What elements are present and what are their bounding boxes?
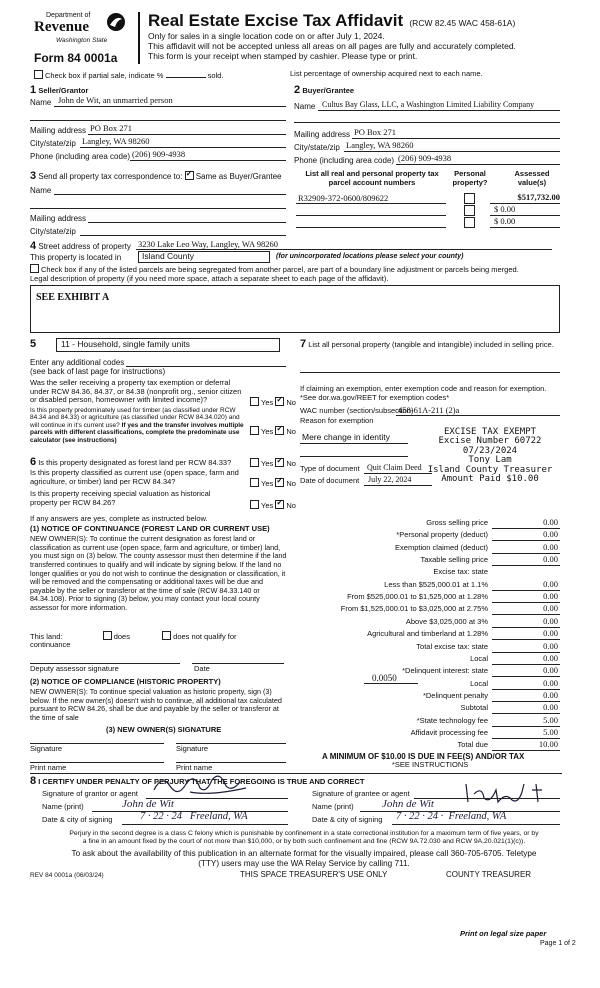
tax-row-value[interactable]: 0.00: [543, 653, 558, 663]
tax-row-value[interactable]: 5.00: [543, 715, 558, 725]
q2-answers: Yes ✓ No: [250, 426, 296, 437]
excise-exempt-stamp: [420, 428, 560, 485]
header-divider: [138, 12, 140, 64]
parcel-col-header: List all real and personal property tax parcel account numbers: [305, 169, 439, 187]
forest-question: 6 Is this property designated as forest land per RCW 84.33?: [30, 456, 232, 468]
tax-row-label: *Delinquent penalty: [422, 691, 488, 700]
grantee-sig-label: Signature of grantee or agent: [312, 789, 410, 798]
forest-yes-checkbox[interactable]: [250, 458, 259, 467]
use-code-value: 11 - Household, single family units: [61, 339, 190, 349]
seller-phone-label: Phone (including area code): [30, 152, 131, 161]
buyer-phone[interactable]: (206) 909-4938: [398, 153, 452, 163]
header-line-1: Only for sales in a single location code on or after July 1, 2024.: [148, 31, 385, 41]
stamp-line-2: Excise Number 60722: [438, 436, 542, 447]
doc-type-label: Type of document: [300, 464, 360, 473]
q2-yes-checkbox[interactable]: [250, 426, 259, 435]
q2-no-checkbox[interactable]: [275, 426, 284, 435]
tax-row-underline: [492, 639, 560, 640]
q1-yes-checkbox[interactable]: [250, 397, 259, 406]
tax-row-label: Local: [470, 679, 488, 688]
this-land-row: This land: does does not qualify for: [30, 632, 237, 641]
timber-question: Is this property predominately used for timber (as classified under RCW 84.34 and 84.33) or agriculture (as classified under RCW 84.34.020) and will continue in it's current use? If yes and the transfer involves multiple parcels with different classifications, complete the predominate use calculator (see instructions): [30, 407, 244, 444]
tax-row-label: Excise tax: state: [433, 567, 488, 576]
see-instructions: *SEE INSTRUCTIONS: [392, 760, 469, 769]
tax-row-label: Above $3,025,000 at 3%: [405, 617, 488, 626]
personal-col-header: Personal property?: [452, 169, 488, 187]
certify-text: 8 I CERTIFY UNDER PENALTY OF PERJURY THAT THE FOREGOING IS TRUE AND CORRECT: [30, 775, 365, 787]
perjury-line-1: Perjury in the second degree is a class C felony which is punishable by confinement in a state correctional institution for a maximum term of five years, or by: [69, 830, 539, 837]
buyer-city-label: City/state/zip: [294, 143, 340, 152]
segregated-checkbox[interactable]: [30, 264, 39, 273]
historic-yes-checkbox[interactable]: [250, 500, 259, 509]
tax-row-value[interactable]: 0.00: [543, 702, 558, 712]
treasurer-use-label: THIS SPACE TREASURER'S USE ONLY: [240, 870, 388, 879]
stamp-line-5: Island County Treasurer: [427, 464, 553, 475]
grantor-name-label: Name (print): [42, 802, 84, 811]
current-use-answers: Yes ✓ No: [250, 478, 296, 489]
unincorp-note: (for unincorporated locations please select your county): [276, 253, 464, 260]
stamp-line-1: EXCISE TAX EXEMPT: [443, 427, 537, 437]
forest-answers: Yes ✓ No: [250, 458, 296, 469]
tax-row-underline: [492, 676, 560, 677]
buyer-city[interactable]: Langley, WA 98260: [346, 140, 414, 150]
same-as-buyer-label: Same as Buyer/Grantee: [195, 172, 282, 181]
buyer-heading: 2 Buyer/Grantee: [294, 84, 355, 96]
tax-row-value[interactable]: 0.00: [543, 579, 558, 589]
correspondence-text: Send all property tax correspondence to:: [38, 172, 183, 181]
tax-row-value[interactable]: 0.00: [543, 542, 558, 552]
dept-label: Department of: [46, 12, 91, 19]
dor-logo: [34, 12, 134, 48]
street-row: 4 Street address of property: [30, 240, 131, 252]
header-line-3: This form is your receipt when stamped by cashier. Please type or print.: [148, 51, 418, 61]
legal-description: SEE EXHIBIT A: [36, 292, 110, 303]
notice-continuance-text: NEW OWNER(S): To continue the current designation as forest land or classification as current use (open space, farm and agriculture, or timber) land, you must sign on (3) below. The county assessor must then determine if the land transferred continues to qualify and will indicate by signing below. If the land no longer qualifies or you do not wish to continue the designation or classification, it will be removed and the compensating or additional taxes will be due and payable by the seller or transferor at the time of sale (RCW 84.33.140 or 84.34.108). Prior to signing (3) below, you may contact your local county assessor for more information.: [30, 534, 287, 613]
doc-date-label: Date of document: [300, 476, 360, 485]
seller-heading: 1 Seller/Grantor: [30, 84, 89, 96]
tax-row-value[interactable]: 0.00: [543, 517, 558, 527]
ownership-note: List percentage of ownership acquired next to each name.: [290, 69, 483, 78]
corr-city-label: City/state/zip: [30, 227, 76, 236]
seller-name-label: Name: [30, 98, 52, 107]
grantee-signature-icon: [462, 780, 562, 806]
q1-answers: Yes ✓ No: [250, 397, 296, 408]
exemption-deferral-question: Was the seller receiving a property tax exemption or deferral under RCW 84.36, 84.37, or 84.38 (nonprofit org., senior citizen or disabled person, homeowner with limited income)?: [30, 378, 242, 405]
personal-checkbox-3[interactable]: [464, 217, 475, 228]
notice-continuance-heading: (1) NOTICE OF CONTINUANCE (FOREST LAND OR CURRENT USE): [30, 524, 270, 533]
tax-row-label: Less than $525,000.01 at 1.1%: [384, 580, 488, 589]
tax-row-label: *State technology fee: [416, 716, 488, 725]
tax-row-label: *Personal property (deduct): [396, 530, 488, 539]
new-owner-signature-heading: (3) NEW OWNER(S) SIGNATURE: [106, 725, 222, 734]
grantor-date-label: Date & city of signing: [42, 815, 113, 824]
additional-codes-label: Enter any additional codes: [30, 358, 125, 367]
assessed-value-1[interactable]: $517,732.00: [517, 192, 560, 202]
tax-row-label: From $1,525,000.01 to $3,025,000 at 2.75%: [340, 604, 488, 613]
seller-city-label: City/state/zip: [30, 139, 76, 148]
grantee-date-label: Date & city of signing: [312, 815, 383, 824]
tax-row-label: *Delinquent interest: state: [402, 666, 488, 675]
tax-row-value[interactable]: 10.00: [538, 739, 558, 749]
wac-label: WAC number (section/subsection): [300, 406, 414, 415]
tax-row-value[interactable]: 0.00: [543, 690, 558, 700]
owner-print-label-2: Print name: [176, 763, 213, 772]
title-text: Real Estate Excise Tax Affidavit: [148, 11, 404, 30]
deputy-signature-label: Deputy assessor signature: [30, 664, 119, 673]
parcel-number-1[interactable]: R32909-372-0600/809622: [298, 193, 389, 203]
section-5-number: 5: [30, 338, 37, 350]
assessed-value-3[interactable]: $ 0.00: [494, 216, 516, 226]
partial-sale-checkbox[interactable]: [34, 70, 43, 79]
grantor-signature-icon: [150, 770, 300, 798]
tax-row-value[interactable]: 0.00: [543, 665, 558, 675]
tax-row-value[interactable]: 0.00: [543, 554, 558, 564]
personal-property-row: 7 List all personal property (tangible and intangible) included in selling price.: [300, 338, 554, 350]
located-label: This property is located in: [30, 253, 122, 262]
assessed-value-2[interactable]: $ 0.00: [494, 204, 516, 214]
tax-row-label: From $525,000.01 to $1,525,000 at 1.28%: [347, 592, 488, 601]
current-use-question: Is this property classified as current use (open space, farm and agriculture, or timber) land per RCW 84.34?: [30, 468, 239, 486]
legal-label: Legal description of property (if you need more space, attach a separate sheet to each page of the affidavit).: [30, 274, 389, 283]
tax-row-underline: [492, 750, 560, 751]
buyer-mail[interactable]: PO Box 271: [354, 127, 397, 137]
local-rate-value[interactable]: 0.0050: [372, 673, 397, 683]
revenue-label: Revenue: [34, 19, 89, 35]
use-code-select[interactable]: [56, 338, 280, 352]
page-number: Page 1 of 2: [540, 940, 576, 947]
notice-compliance-heading: (2) NOTICE OF COMPLIANCE (HISTORIC PROPERTY): [30, 677, 221, 686]
tax-row-value[interactable]: 0.00: [543, 678, 558, 688]
tax-row-underline: [492, 565, 560, 566]
rev-number: REV 84 0001a (06/03/24): [30, 872, 104, 879]
alt-format-line-2: (TTY) users may use the WA Relay Service by calling 711.: [198, 859, 410, 868]
segregated-label: Check box if any of the listed parcels are being segregated from another parcel, are part of a boundary line adjustment or parcels being merged.: [41, 265, 519, 274]
tax-row-label: Gross selling price: [426, 518, 488, 527]
assessed-col-header: Assessed value(s): [514, 169, 550, 187]
tax-row-value[interactable]: 0.00: [543, 591, 558, 601]
seller-phone[interactable]: (206) 909-4938: [132, 149, 186, 159]
revenue-logo-icon: [106, 12, 126, 32]
stamp-line-6: Amount Paid $10.00: [441, 474, 539, 485]
tax-row-label: Total due: [457, 740, 488, 749]
reason-label: Reason for exemption: [300, 416, 374, 425]
legal-description-box[interactable]: [30, 285, 560, 333]
tax-row-value[interactable]: 5.00: [543, 727, 558, 737]
continuance-label: continuance: [30, 640, 71, 649]
partial-sale-row: [34, 70, 223, 81]
corr-mail-label: Mailing address: [30, 214, 87, 223]
doc-type[interactable]: Quit Claim Deed: [367, 463, 422, 472]
tax-row-value[interactable]: 0.00: [543, 529, 558, 539]
buyer-phone-label: Phone (including area code): [294, 156, 395, 165]
header-line-2: This affidavit will not be accepted unless all areas on all pages are fully and accurately completed.: [148, 41, 516, 51]
tax-row-value[interactable]: 0.00: [543, 628, 558, 638]
doc-date[interactable]: July 22, 2024: [368, 475, 412, 484]
personal-checkbox-1[interactable]: [464, 193, 475, 204]
forest-no-checkbox[interactable]: [275, 458, 284, 467]
owner-signature-label-1: Signature: [30, 744, 63, 753]
stamp-line-4: Tony Lam: [468, 455, 512, 466]
tax-row-label: Subtotal: [460, 703, 488, 712]
grantee-name[interactable]: John de Wit: [382, 798, 434, 810]
tax-row-underline: [492, 540, 560, 541]
tax-row-value[interactable]: 0.00: [543, 603, 558, 613]
stamp-line-3: 07/23/2024: [462, 445, 518, 456]
alt-format-line-1: To ask about the availability of this publication in an alternate format for the visually impaired, please call 360-705-6705. Teletype: [71, 849, 537, 858]
seller-city[interactable]: Langley, WA 98260: [82, 136, 150, 146]
historic-answers: Yes ✓ No: [250, 500, 296, 511]
buyer-mail-label: Mailing address: [294, 130, 351, 139]
personal-checkbox-2[interactable]: [464, 205, 475, 216]
land-does-checkbox[interactable]: [103, 631, 112, 640]
land-does-not-checkbox[interactable]: [162, 631, 171, 640]
county-select[interactable]: [138, 251, 270, 263]
print-legal-note: Print on legal size paper: [460, 929, 547, 938]
seller-name[interactable]: John de Wit, an unmarried person: [58, 95, 173, 105]
tax-row-label: Exemption claimed (deduct): [395, 543, 488, 552]
correspondence-row: 3 Send all property tax correspondence to: ✓ Same as Buyer/Grantee: [30, 170, 282, 183]
street-address[interactable]: 3230 Lake Leo Way, Langley, WA 98260: [138, 239, 279, 249]
minimum-notice: A MINIMUM OF $10.00 IS DUE IN FEE(S) AND/OR TAX: [322, 752, 525, 761]
tax-row-label: Affidavit processing fee: [410, 728, 488, 737]
notice-compliance-text: NEW OWNER(S): To continue special valuation as historic property, sign (3) below. If the new owner(s) doesn't wish to continue, all additional tax calculated pursuant to RCW 84.26, shall be due and payable by the seller or transferor at the time of sale: [30, 687, 282, 722]
deputy-date-label: Date: [194, 664, 210, 673]
sold-label: sold.: [207, 71, 224, 80]
tax-row-value[interactable]: 0.00: [543, 616, 558, 626]
corr-name-label: Name: [30, 186, 52, 195]
tax-row-label: Local: [470, 654, 488, 663]
grantee-date-city[interactable]: 7 · 22 · 24 · Freeland, WA: [396, 811, 507, 822]
if-yes-note: If any answers are yes, complete as instructed below.: [30, 514, 208, 523]
grantor-name[interactable]: John de Wit: [122, 798, 174, 810]
grantee-name-label: Name (print): [312, 802, 354, 811]
perjury-line-2: a fine in an amount fixed by the court of not more than $10,000, or by both such confinement and fine (RCW 9A.72.030 and RCW 9A.20.021(1)(c)).: [82, 838, 526, 845]
county-treasurer-label: COUNTY TREASURER: [446, 870, 532, 879]
tax-row-underline: [492, 614, 560, 615]
seller-mail[interactable]: PO Box 271: [90, 123, 133, 133]
q1-no-checkbox[interactable]: [275, 397, 284, 406]
partial-sale-label: Check box if partial sale, indicate %: [45, 71, 164, 80]
title-rcw: (RCW 82.45 WAC 458-61A): [409, 18, 516, 28]
form-title: [148, 11, 515, 31]
owner-print-label-1: Print name: [30, 763, 67, 772]
buyer-name[interactable]: Cultus Bay Glass, LLC, a Washington Limited Liability Company: [322, 100, 535, 109]
seller-mail-label: Mailing address: [30, 126, 87, 135]
tax-row-label: Taxable selling price: [420, 555, 488, 564]
tax-row-label: Total excise tax: state: [416, 642, 488, 651]
buyer-name-label: Name: [294, 102, 316, 111]
codes-note: (see back of last page for instructions): [30, 367, 166, 376]
form-number: Form 84 0001a: [34, 51, 118, 65]
reason-value[interactable]: Mere change in identity: [302, 432, 390, 442]
exemption-claim-label: If claiming an exemption, enter exemption code and reason for exemption. *See dor.wa.gov/REET for exemption codes*: [300, 384, 547, 402]
state-label: Washington State: [56, 37, 108, 44]
tax-row-underline: [492, 713, 560, 714]
current-use-yes-checkbox[interactable]: [250, 478, 259, 487]
historic-no-checkbox[interactable]: [275, 500, 284, 509]
same-as-buyer-checkbox[interactable]: [185, 171, 194, 180]
county-value: Island County: [142, 251, 194, 261]
grantor-date-city[interactable]: 7 · 22 · 24 Freeland, WA: [140, 811, 248, 822]
historic-question: Is this property receiving special valuation as historical property per RCW 84.26?: [30, 489, 211, 507]
tax-row-value[interactable]: 0.00: [543, 641, 558, 651]
grantor-sig-label: Signature of grantor or agent: [42, 789, 138, 798]
street-label: Street address of property: [38, 242, 131, 251]
owner-signature-label-2: Signature: [176, 744, 209, 753]
wac-number[interactable]: 458-61A-211 (2)a: [398, 405, 460, 415]
current-use-no-checkbox[interactable]: [275, 478, 284, 487]
tax-row-label: Agricultural and timberland at 1.28%: [367, 629, 488, 638]
